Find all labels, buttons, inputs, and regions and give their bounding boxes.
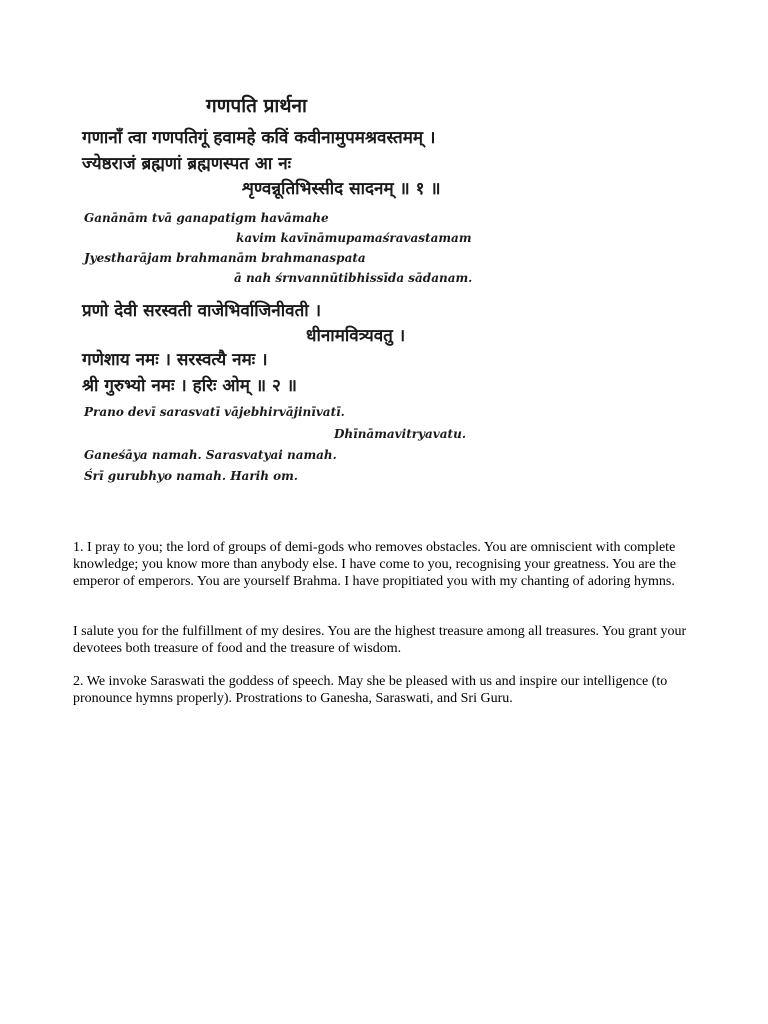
verse1-line1: गणानाँ त्वा गणपतिगूं हवामहे कविं कवीनामुपमश्रवस्तमम् । (82, 128, 436, 148)
verse2-line3: गणेशाय नमः । सरस्वत्यै नमः । (82, 350, 268, 370)
translit2-line2: Dhīnāmavitryavatu. (334, 427, 466, 441)
prayer-title: गणपति प्रार्थना (206, 95, 307, 117)
translit1-line4: ā nah śrnvannūtibhissīda sādanam. (234, 271, 473, 285)
translit1-line3: Jyesthаrājam brahmanām brahmanaspata (84, 251, 366, 265)
verse1-line3: शृण्वन्नूतिभिस्सीद सादनम् ॥ १ ॥ (242, 179, 441, 199)
translit1-line2: kavim kavīnāmupamaśravastamam (236, 231, 472, 245)
translit2-line3: Ganeśāya namah. Sarasvatyai namah. (84, 448, 337, 462)
translit2-line1: Prano devī sarasvatī vājebhirvājinīvatī. (84, 405, 345, 419)
verse2-line2: धीनामवित्र्यवतु । (306, 326, 406, 346)
translation-paragraph-2: I salute you for the fulfillment of my desires. You are the highest treasure among all treasures. You grant your devotees both treasure of food and the treasure of wisdom. (73, 624, 687, 656)
translit1-line1: Ganānām tvā ganapatigm havāmahe (84, 211, 329, 225)
translation-paragraph-3: 2. We invoke Saraswati the goddess of speech. May she be pleased with us and inspire our intelligence (to pronounce hymns properly). Prostrations to Ganesha, Saraswati, and Sri Guru. (73, 674, 668, 706)
verse2-line4: श्री गुरुभ्यो नमः । हरिः ओम् ॥ २ ॥ (82, 376, 297, 396)
translation-paragraph-1: 1. I pray to you; the lord of groups of demi-gods who removes obstacles. You are omniscient with complete knowledge; you know more than anybody else. I have come to you, recognising your greatness. You are the emperor of emperors. You are yourself Brahma. I have propitiated you with my chanting of adoring hymns. (73, 540, 677, 589)
verse1-line2: ज्येष्ठराजं ब्रह्मणां ब्रह्मणस्पत आ नः (82, 154, 292, 174)
verse2-line1: प्रणो देवी सरस्वती वाजेभिर्वाजिनीवती । (82, 301, 322, 321)
translit2-line4: Śrī gurubhyo namah. Harih om. (84, 469, 298, 483)
